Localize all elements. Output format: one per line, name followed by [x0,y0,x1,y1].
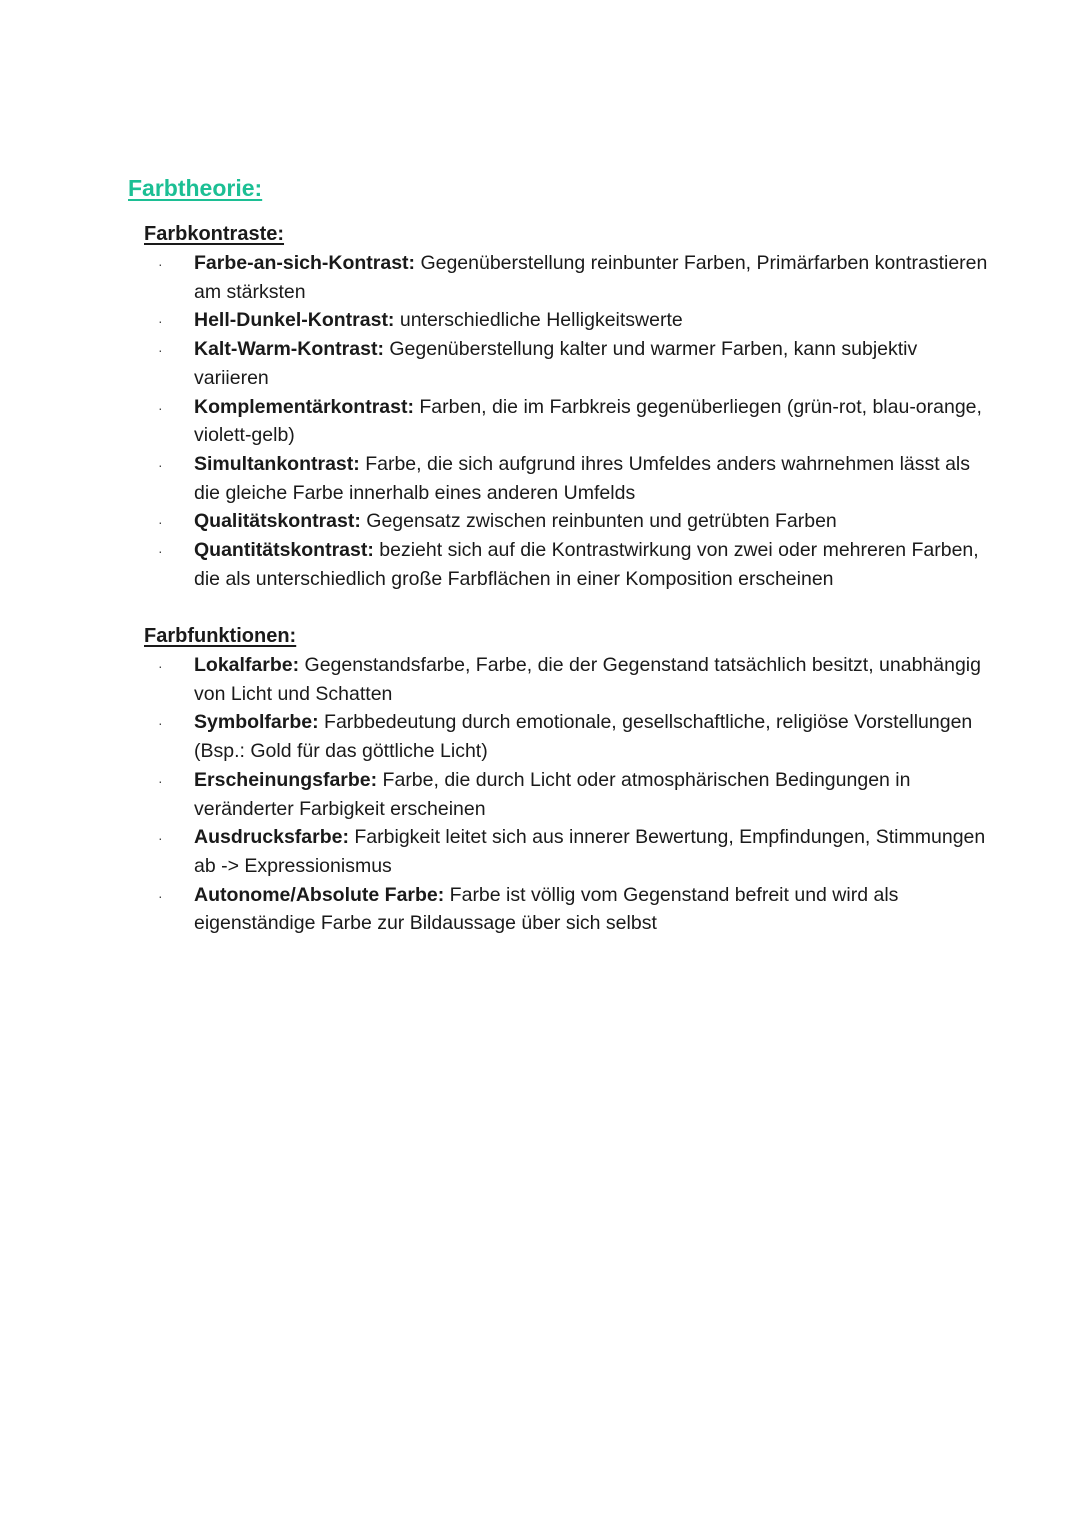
list-item [144,536,994,593]
bullet-icon: · [158,342,163,359]
item-term: Symbolfarbe: [194,711,319,734]
item-term: Kalt-Warm-Kontrast: [194,338,384,361]
list-item [144,507,994,536]
item-term: Simultankontrast: [194,452,360,475]
item-text: Farbbedeutung durch emotionale, gesellschaftliche, religiöse Vorstellungen (Bsp.: Gold für das göttliche Licht) [194,711,973,763]
item-text: Gegenüberstellung kalter und warmer Farben, kann subjektiv variieren [194,338,918,389]
item-term: Komplementärkontrast: [194,395,414,418]
bullet-icon: · [158,456,163,473]
item-text: unterschiedliche Helligkeitswerte [394,309,683,332]
section-heading: Farbkontraste: [144,223,285,245]
section-farbfunktionen [144,622,994,938]
list-item [144,823,994,880]
list-item [144,450,994,507]
item-list [144,249,994,593]
list-item [144,393,994,450]
item-term: Hell-Dunkel-Kontrast: [194,309,395,332]
item-term: Erscheinungsfarbe: [194,768,378,791]
item-text: Farbe, die sich aufgrund ihres Umfeldes anders wahrnehmen lässt als die gleiche Farbe innerhalb eines anderen Umfelds [194,452,971,504]
item-text: Gegensatz zwischen reinbunten und getrübten Farben [360,510,837,533]
item-text: Farben, die im Farbkreis gegenüberliegen (grün-rot, blau-orange, violett-gelb) [194,395,982,447]
list-item [144,651,994,708]
item-term: Quantitätskontrast: [194,539,374,562]
item-term: Ausdrucksfarbe: [194,826,349,849]
item-text: bezieht sich auf die Kontrastwirkung von zwei oder mehreren Farben, die als unterschiedlich große Farbflächen in einer Komposition erscheinen [194,539,979,590]
bullet-icon: · [158,514,163,531]
list-item [144,335,994,392]
item-term: Farbe-an-sich-Kontrast: [194,252,416,274]
bullet-icon: · [158,830,163,847]
bullet-icon: · [158,256,163,272]
section-farbkontraste [144,220,994,593]
list-item [144,249,994,306]
item-term: Lokalfarbe: [194,654,300,676]
item-list [144,651,994,938]
bullet-icon: · [158,313,163,330]
bullet-icon: · [158,715,163,732]
list-item [144,708,994,765]
bullet-icon: · [158,399,163,416]
item-text: Gegenüberstellung reinbunter Farben, Primärfarben kontrastieren am stärksten [194,252,988,303]
item-text: Farbe, die durch Licht oder atmosphärischen Bedingungen in veränderter Farbigkeit erscheinen [194,768,911,820]
list-item [144,306,994,335]
item-text: Gegenstandsfarbe, Farbe, die der Gegenstand tatsächlich besitzt, unabhängig von Licht und Schatten [194,654,981,705]
page-title: Farbtheorie: [128,175,263,201]
bullet-icon: · [158,772,163,789]
item-term: Qualitätskontrast: [194,510,361,533]
list-item [144,881,994,938]
item-text: Farbe ist völlig vom Gegenstand befreit und wird als eigenständige Farbe zur Bildaussage über sich selbst [194,883,899,935]
item-text: Farbigkeit leitet sich aus innerer Bewertung, Empfindungen, Stimmungen ab -> Expressionismus [194,826,986,877]
section-heading: Farbfunktionen: [144,625,297,647]
list-item [144,766,994,823]
bullet-icon: · [158,543,163,560]
bullet-icon: · [158,658,163,674]
item-term: Autonome/Absolute Farbe: [194,883,445,906]
bullet-icon: · [158,887,163,904]
